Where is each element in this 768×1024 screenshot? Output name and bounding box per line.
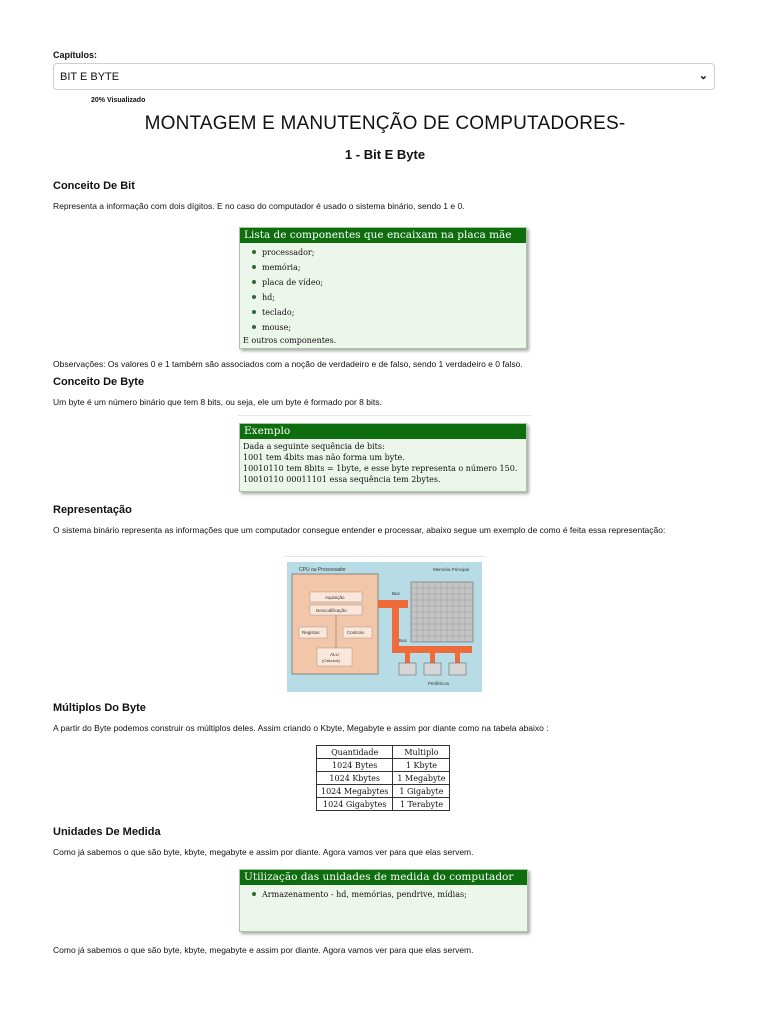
- list-item: hd;: [252, 290, 526, 305]
- cpu-memory-diagram: [287, 562, 482, 692]
- section-heading-representacao: Representação: [53, 504, 132, 516]
- section-text-unidades: Como já sabemos o que são byte, kbyte, megabyte e assim por diante. Agora vamos ver para que elas servem.: [53, 847, 474, 857]
- chapter-select-value: BIT E BYTE: [60, 71, 120, 83]
- units-usage-box: [239, 869, 528, 932]
- table-row: [317, 785, 450, 798]
- alu-label: ALU: [330, 652, 339, 657]
- example-box: [239, 423, 527, 492]
- memory-label: Memória Principal: [433, 567, 470, 572]
- chapter-label: Capítulos:: [53, 50, 97, 60]
- observations-text: Observações: Os valores 0 e 1 também são associados com a noção de verdadeiro e de falso, sendo 1 verdadeiro e 0 falso.: [53, 359, 523, 369]
- example-line: 10010110 tem 8bits = 1byte, e esse byte representa o número 150.: [243, 464, 518, 473]
- byte-multiples-table: [316, 745, 450, 811]
- table-header: Multiplo: [393, 746, 450, 759]
- list-item: memória;: [252, 260, 526, 275]
- page-title: MONTAGEM E MANUTENÇÃO DE COMPUTADORES-: [144, 113, 626, 134]
- chapter-title: 1 - Bit E Byte: [344, 147, 426, 162]
- list-item: mouse;: [252, 320, 526, 335]
- section-text-bit: Representa a informação com dois dígitos. E no caso do computador é usado o sistema binário, sendo 1 e 0.: [53, 201, 465, 211]
- table-cell: 1024 Megabytes: [317, 785, 393, 798]
- section-heading-multiplos: Múltiplos Do Byte: [53, 702, 146, 714]
- components-box-footer: E outros componentes.: [243, 336, 337, 345]
- divider: [238, 415, 531, 416]
- table-cell: 1 Kbyte: [393, 759, 450, 772]
- components-list-box: [239, 227, 527, 349]
- perifericos-label: Periféricos: [428, 681, 450, 686]
- example-box-title: Exemplo: [240, 424, 526, 439]
- progress-text: 20% Visualizado: [91, 97, 146, 104]
- units-list: [240, 885, 527, 902]
- example-line: 10010110 00011101 essa sequência tem 2bytes.: [243, 475, 441, 484]
- section-heading-bit: Conceito De Bit: [53, 180, 135, 192]
- cpu-label: CPU ou Processador: [299, 567, 346, 573]
- chapter-select[interactable]: [53, 63, 715, 90]
- section-heading-unidades: Unidades De Medida: [53, 826, 161, 838]
- table-row: [317, 759, 450, 772]
- components-list: [240, 243, 526, 335]
- descodificacao-label: Descodificação: [316, 608, 347, 613]
- table-cell: 1024 Kbytes: [317, 772, 393, 785]
- cpu-memory-diagram-svg: [287, 562, 482, 692]
- table-row: [317, 798, 450, 811]
- aquisicao-label: Aquisição: [325, 595, 345, 600]
- list-item: placa de vídeo;: [252, 275, 526, 290]
- bus-label: Bus: [399, 638, 407, 643]
- table-header-row: [317, 746, 450, 759]
- list-item: processador;: [252, 245, 526, 260]
- section-heading-byte: Conceito De Byte: [53, 376, 145, 388]
- bus-label: Bus: [392, 591, 400, 596]
- divider: [285, 556, 485, 557]
- registos-label: Registos: [302, 630, 320, 635]
- section-text-unidades-2: Como já sabemos o que são byte, kbyte, megabyte e assim por diante. Agora vamos ver para que elas servem.: [53, 945, 474, 955]
- table-cell: 1024 Bytes: [317, 759, 393, 772]
- example-line: 1001 tem 4bits mas não forma um byte.: [243, 453, 405, 462]
- table-cell: 1 Terabyte: [393, 798, 450, 811]
- components-box-title: Lista de componentes que encaixam na placa mãe: [240, 228, 526, 243]
- units-box-title: Utilização das unidades de medida do computador: [240, 870, 527, 885]
- table-cell: 1 Gigabyte: [393, 785, 450, 798]
- list-item: Armazenamento - hd, memórias, pendrive, mídias;: [252, 887, 527, 902]
- example-line: Dada a seguinte sequência de bits:: [243, 442, 385, 451]
- controlo-label: Controlo: [347, 630, 365, 635]
- table-header: Quantidade: [317, 746, 393, 759]
- alu-sub-label: (Cálculos): [322, 658, 341, 663]
- section-text-byte: Um byte é um número binário que tem 8 bits, ou seja, ele um byte é formado por 8 bits.: [53, 397, 382, 407]
- table-row: [317, 772, 450, 785]
- table-cell: 1024 Gigabytes: [317, 798, 393, 811]
- section-text-multiplos: A partir do Byte podemos construir os múltiplos deles. Assim criando o Kbyte, Megabyte e assim por diante como na tabela abaixo :: [53, 723, 549, 733]
- chevron-down-icon: ⌄: [698, 70, 708, 82]
- section-text-representacao: O sistema binário representa as informações que um computador consegue entender e processar, abaixo segue um exemplo de como é feita essa representação:: [53, 525, 666, 535]
- table-cell: 1 Megabyte: [393, 772, 450, 785]
- list-item: teclado;: [252, 305, 526, 320]
